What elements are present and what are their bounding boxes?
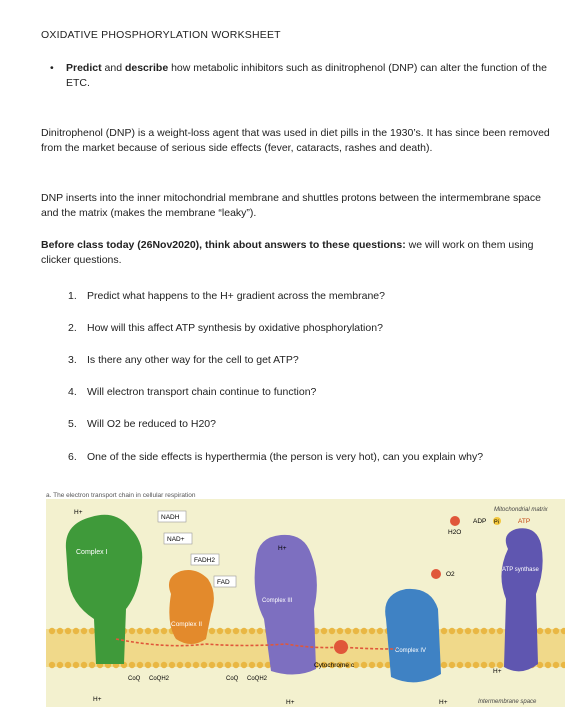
nad-label: NAD+ — [167, 536, 185, 543]
dnp-intro-paragraph: Dinitrophenol (DNP) is a weight-loss agent that was used in diet pills in the 1930’s. It has since been removed from the market because of serious side effects (fever, cataracts, rashes and death). — [41, 127, 550, 154]
question-number: 2. — [68, 322, 77, 334]
atp-label: ATP — [518, 518, 531, 525]
question-text: Predict what happens to the H+ gradient across the membrane? — [87, 290, 385, 302]
hplus-label: H+ — [93, 696, 102, 703]
question-text: Will electron transport chain continue to function? — [87, 386, 317, 398]
bullet-dot: • — [50, 62, 54, 74]
question-text: One of the side effects is hyperthermia (the person is very hot), can you explain why? — [87, 451, 484, 463]
question-item — [68, 418, 216, 430]
question-text: How will this affect ATP synthesis by oxidative phosphorylation? — [87, 322, 383, 334]
complex-4-shape — [385, 589, 441, 683]
question-number: 4. — [68, 386, 77, 398]
oxygen-atom — [431, 569, 441, 579]
question-item — [68, 322, 383, 334]
objective-and: and — [101, 62, 125, 74]
question-item — [68, 451, 483, 463]
objective-bold-predict: Predict — [66, 62, 102, 74]
atp-synthase-label: ATP synthase — [502, 567, 539, 573]
question-item — [68, 290, 385, 302]
pi-label: Pi — [494, 519, 499, 526]
coqh2-label-1: CoQH2 — [149, 676, 170, 682]
water-molecule — [450, 516, 460, 526]
h2o-label: H2O — [448, 529, 462, 536]
coq-label-1: CoQ — [128, 676, 141, 682]
hplus-label: H+ — [74, 509, 83, 516]
coqh2-label-2: CoQH2 — [247, 676, 268, 682]
fad-label: FAD — [217, 579, 230, 586]
hplus-label: H+ — [286, 699, 295, 706]
objective-bold-describe: describe — [124, 62, 169, 74]
question-text: Will O2 be reduced to H20? — [87, 418, 216, 430]
question-number: 5. — [68, 418, 77, 430]
cytochrome-c-label: Cytochrome c — [314, 662, 355, 669]
instructions-paragraph — [41, 238, 561, 268]
hplus-label: H+ — [278, 545, 287, 552]
dnp-mechanism-paragraph: DNP inserts into the inner mitochondrial membrane and shuttles protons between the intermembrane space and the matrix (makes the membrane “leaky”). — [41, 192, 541, 219]
coq-label-2: CoQ — [226, 676, 239, 682]
question-item — [68, 354, 299, 366]
question-item — [68, 386, 316, 398]
mitochondrial-matrix-label: Mitochondrial matrix — [494, 507, 548, 513]
complex-1-label: Complex I — [76, 549, 108, 556]
figure-caption: a. The electron transport chain in cellular respiration — [46, 492, 196, 499]
complex-2-label: Complex II — [171, 621, 203, 628]
complex-2-shape — [169, 570, 214, 644]
instructions-bold: Before class today (26Nov2020), think about answers to these questions: — [41, 239, 406, 251]
question-number: 3. — [68, 354, 77, 366]
hplus-label: H+ — [439, 699, 448, 706]
intermembrane-space-label: Intermembrane space — [478, 699, 537, 705]
question-text: Is there any other way for the cell to get ATP? — [87, 354, 299, 366]
question-number: 1. — [68, 290, 77, 302]
objective-text: how metabolic inhibitors such as dinitrophenol (DNP) can alter the function of the ETC. — [66, 62, 547, 89]
complex-4-label: Complex IV — [395, 648, 427, 654]
learning-objective — [50, 61, 561, 91]
hplus-label: H+ — [493, 668, 502, 675]
worksheet-title: OXIDATIVE PHOSPHORYLATION WORKSHEET — [41, 29, 281, 41]
nadh-label: NADH — [161, 514, 180, 521]
etc-figure — [46, 499, 565, 707]
adp-label: ADP — [473, 518, 487, 525]
instructions-text: we will work on them using clicker questions. — [41, 239, 534, 266]
question-number: 6. — [68, 451, 77, 463]
o2-label: O2 — [446, 571, 455, 578]
fadh2-label: FADH2 — [194, 557, 215, 564]
complex-3-label: Complex III — [262, 598, 293, 604]
